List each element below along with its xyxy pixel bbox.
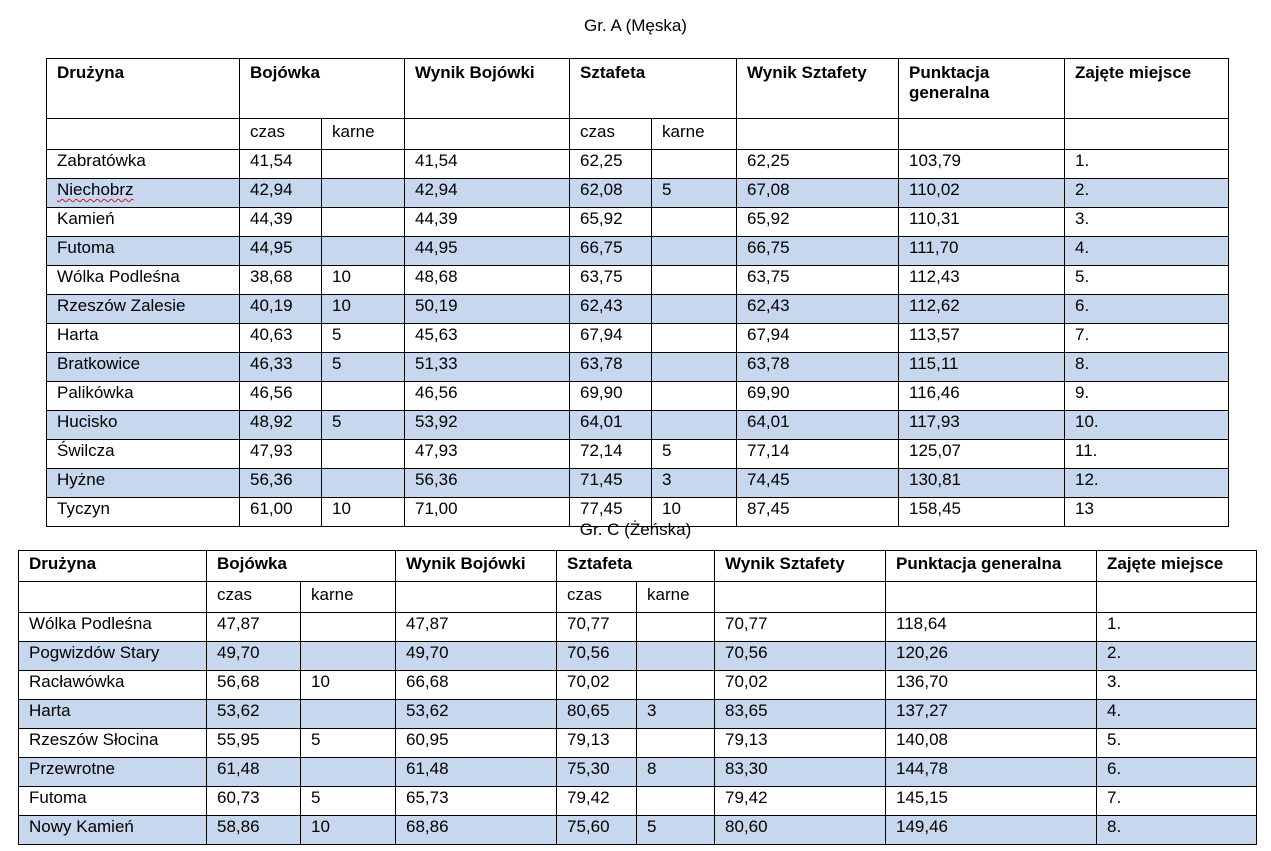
bojowka-time: 49,70 (207, 642, 301, 671)
total-points: 117,93 (899, 411, 1065, 440)
bojowka-time: 48,92 (240, 411, 322, 440)
place: 8. (1065, 353, 1229, 382)
bojowka-time: 42,94 (240, 179, 322, 208)
total-points: 144,78 (886, 758, 1097, 787)
sztafeta-penalty (652, 411, 737, 440)
table-row (19, 787, 1257, 816)
team-name: Harta (47, 324, 240, 353)
sztafeta-penalty (652, 353, 737, 382)
sztafeta-result: 83,65 (715, 700, 886, 729)
bojowka-time: 47,93 (240, 440, 322, 469)
sztafeta-penalty (637, 787, 715, 816)
sztafeta-penalty (652, 295, 737, 324)
bojowka-penalty (322, 440, 405, 469)
total-points: 113,57 (899, 324, 1065, 353)
table-row (47, 469, 1229, 498)
place: 2. (1065, 179, 1229, 208)
bojowka-result: 71,00 (405, 498, 570, 527)
team-name: Rzeszów Zalesie (47, 295, 240, 324)
header-place: Zajęte miejsce (1097, 551, 1257, 582)
bojowka-time: 55,95 (207, 729, 301, 758)
subheader-sztafeta-penalty: karne (652, 119, 737, 150)
bojowka-time: 56,36 (240, 469, 322, 498)
place: 3. (1065, 208, 1229, 237)
bojowka-penalty: 5 (322, 353, 405, 382)
table-row (47, 150, 1229, 179)
bojowka-result: 49,70 (396, 642, 557, 671)
sztafeta-result: 67,94 (737, 324, 899, 353)
sztafeta-result: 77,14 (737, 440, 899, 469)
sztafeta-result: 67,08 (737, 179, 899, 208)
header-bojowka-result: Wynik Bojówki (405, 59, 570, 119)
sztafeta-result: 63,75 (737, 266, 899, 295)
header-row (19, 551, 1257, 582)
bojowka-result: 65,73 (396, 787, 557, 816)
sztafeta-time: 62,43 (570, 295, 652, 324)
total-points: 115,11 (899, 353, 1065, 382)
bojowka-time: 60,73 (207, 787, 301, 816)
team-name: Świlcza (47, 440, 240, 469)
bojowka-penalty: 10 (301, 816, 396, 845)
table-row (47, 295, 1229, 324)
table-row (19, 729, 1257, 758)
sztafeta-time: 62,25 (570, 150, 652, 179)
subheader-sztafeta-penalty: karne (637, 582, 715, 613)
table-row (19, 613, 1257, 642)
header-row (47, 59, 1229, 119)
sztafeta-penalty: 5 (652, 179, 737, 208)
total-points: 149,46 (886, 816, 1097, 845)
place: 6. (1065, 295, 1229, 324)
total-points: 130,81 (899, 469, 1065, 498)
bojowka-result: 47,93 (405, 440, 570, 469)
place: 1. (1097, 613, 1257, 642)
bojowka-time: 58,86 (207, 816, 301, 845)
team-name: Palikówka (47, 382, 240, 411)
sztafeta-result: 79,42 (715, 787, 886, 816)
team-name: Bratkowice (47, 353, 240, 382)
sztafeta-result: 79,13 (715, 729, 886, 758)
total-points: 116,46 (899, 382, 1065, 411)
sztafeta-penalty: 3 (652, 469, 737, 498)
bojowka-time: 47,87 (207, 613, 301, 642)
place: 12. (1065, 469, 1229, 498)
sztafeta-time: 63,78 (570, 353, 652, 382)
sztafeta-result: 65,92 (737, 208, 899, 237)
place: 4. (1097, 700, 1257, 729)
place: 5. (1065, 266, 1229, 295)
table-row (19, 816, 1257, 845)
sztafeta-penalty: 10 (652, 498, 737, 527)
total-points: 125,07 (899, 440, 1065, 469)
sztafeta-penalty (652, 266, 737, 295)
table-row (47, 266, 1229, 295)
bojowka-time: 56,68 (207, 671, 301, 700)
sztafeta-result: 62,25 (737, 150, 899, 179)
bojowka-result: 60,95 (396, 729, 557, 758)
bojowka-time: 41,54 (240, 150, 322, 179)
table-row (19, 671, 1257, 700)
bojowka-result: 46,56 (405, 382, 570, 411)
bojowka-time: 53,62 (207, 700, 301, 729)
place: 4. (1065, 237, 1229, 266)
sztafeta-result: 70,77 (715, 613, 886, 642)
bojowka-result: 68,86 (396, 816, 557, 845)
team-name: Kamień (47, 208, 240, 237)
team-name: Wólka Podleśna (19, 613, 207, 642)
total-points: 118,64 (886, 613, 1097, 642)
table-row (47, 353, 1229, 382)
bojowka-result: 47,87 (396, 613, 557, 642)
group-a-caption: Gr. A (Męska) (584, 16, 687, 35)
subheader-bojowka-penalty: karne (322, 119, 405, 150)
sztafeta-time: 80,65 (557, 700, 637, 729)
total-points: 158,45 (899, 498, 1065, 527)
sztafeta-result: 87,45 (737, 498, 899, 527)
sztafeta-penalty: 8 (637, 758, 715, 787)
team-name: Nowy Kamień (19, 816, 207, 845)
bojowka-time: 40,19 (240, 295, 322, 324)
bojowka-penalty (301, 642, 396, 671)
table-row (47, 411, 1229, 440)
place: 5. (1097, 729, 1257, 758)
sztafeta-penalty (652, 324, 737, 353)
table-row (47, 237, 1229, 266)
team-name: Futoma (19, 787, 207, 816)
bojowka-result: 56,36 (405, 469, 570, 498)
table-row (47, 208, 1229, 237)
bojowka-result: 41,54 (405, 150, 570, 179)
total-points: 110,31 (899, 208, 1065, 237)
total-points: 110,02 (899, 179, 1065, 208)
bojowka-time: 46,33 (240, 353, 322, 382)
sztafeta-time: 66,75 (570, 237, 652, 266)
bojowka-result: 51,33 (405, 353, 570, 382)
subheader-row (47, 119, 1229, 150)
sztafeta-time: 69,90 (570, 382, 652, 411)
sztafeta-result: 64,01 (737, 411, 899, 440)
team-name: Wólka Podleśna (47, 266, 240, 295)
team-name: Zabratówka (47, 150, 240, 179)
group-a-results-table (46, 58, 1229, 527)
place: 2. (1097, 642, 1257, 671)
sztafeta-result: 70,02 (715, 671, 886, 700)
place: 11. (1065, 440, 1229, 469)
bojowka-penalty (322, 179, 405, 208)
sztafeta-time: 70,02 (557, 671, 637, 700)
table-row (19, 642, 1257, 671)
subheader-empty (715, 582, 886, 613)
team-name: Hucisko (47, 411, 240, 440)
sztafeta-result: 66,75 (737, 237, 899, 266)
sztafeta-time: 62,08 (570, 179, 652, 208)
sztafeta-time: 79,42 (557, 787, 637, 816)
subheader-sztafeta-time: czas (557, 582, 637, 613)
team-name: Hyżne (47, 469, 240, 498)
bojowka-penalty (322, 150, 405, 179)
bojowka-penalty (301, 700, 396, 729)
subheader-empty (886, 582, 1097, 613)
bojowka-result: 53,92 (405, 411, 570, 440)
bojowka-penalty (322, 208, 405, 237)
sztafeta-time: 72,14 (570, 440, 652, 469)
bojowka-result: 50,19 (405, 295, 570, 324)
total-points: 112,62 (899, 295, 1065, 324)
sztafeta-result: 70,56 (715, 642, 886, 671)
sztafeta-result: 83,30 (715, 758, 886, 787)
sztafeta-time: 70,77 (557, 613, 637, 642)
total-points: 137,27 (886, 700, 1097, 729)
bojowka-penalty (322, 237, 405, 266)
sztafeta-result: 69,90 (737, 382, 899, 411)
header-total-points: Punktacja generalna (899, 59, 1065, 119)
bojowka-time: 61,48 (207, 758, 301, 787)
sztafeta-penalty (652, 208, 737, 237)
bojowka-result: 66,68 (396, 671, 557, 700)
table-row (47, 324, 1229, 353)
place: 3. (1097, 671, 1257, 700)
group-c-results-table (18, 550, 1257, 845)
sztafeta-time: 79,13 (557, 729, 637, 758)
place: 7. (1065, 324, 1229, 353)
sztafeta-result: 62,43 (737, 295, 899, 324)
place: 10. (1065, 411, 1229, 440)
header-place: Zajęte miejsce (1065, 59, 1229, 119)
subheader-bojowka-penalty: karne (301, 582, 396, 613)
sztafeta-penalty (652, 237, 737, 266)
header-total-points: Punktacja generalna (886, 551, 1097, 582)
subheader-empty (405, 119, 570, 150)
bojowka-penalty: 10 (322, 498, 405, 527)
subheader-empty (19, 582, 207, 613)
team-name: Niechobrz (47, 179, 240, 208)
bojowka-penalty: 10 (322, 266, 405, 295)
bojowka-result: 42,94 (405, 179, 570, 208)
bojowka-result: 44,95 (405, 237, 570, 266)
total-points: 103,79 (899, 150, 1065, 179)
table-row (47, 382, 1229, 411)
bojowka-result: 53,62 (396, 700, 557, 729)
bojowka-penalty: 5 (301, 729, 396, 758)
total-points: 136,70 (886, 671, 1097, 700)
bojowka-time: 46,56 (240, 382, 322, 411)
header-bojowka: Bojówka (207, 551, 396, 582)
header-sztafeta-result: Wynik Sztafety (715, 551, 886, 582)
table-row (47, 179, 1229, 208)
table-row (19, 700, 1257, 729)
subheader-empty (899, 119, 1065, 150)
subheader-empty (396, 582, 557, 613)
sztafeta-penalty (652, 150, 737, 179)
bojowka-time: 44,39 (240, 208, 322, 237)
subheader-row (19, 582, 1257, 613)
subheader-empty (47, 119, 240, 150)
team-name: Futoma (47, 237, 240, 266)
place: 13 (1065, 498, 1229, 527)
sztafeta-time: 67,94 (570, 324, 652, 353)
sztafeta-time: 75,30 (557, 758, 637, 787)
sztafeta-time: 77,45 (570, 498, 652, 527)
place: 8. (1097, 816, 1257, 845)
header-bojowka-result: Wynik Bojówki (396, 551, 557, 582)
sztafeta-penalty: 5 (652, 440, 737, 469)
sztafeta-penalty (637, 613, 715, 642)
subheader-bojowka-time: czas (240, 119, 322, 150)
bojowka-time: 44,95 (240, 237, 322, 266)
sztafeta-result: 74,45 (737, 469, 899, 498)
bojowka-penalty (301, 758, 396, 787)
sztafeta-result: 80,60 (715, 816, 886, 845)
subheader-empty (1097, 582, 1257, 613)
place: 1. (1065, 150, 1229, 179)
team-name: Przewrotne (19, 758, 207, 787)
bojowka-penalty: 10 (322, 295, 405, 324)
bojowka-result: 48,68 (405, 266, 570, 295)
subheader-bojowka-time: czas (207, 582, 301, 613)
bojowka-result: 45,63 (405, 324, 570, 353)
team-name: Racławówka (19, 671, 207, 700)
bojowka-penalty: 5 (322, 324, 405, 353)
team-name: Harta (19, 700, 207, 729)
team-name: Tyczyn (47, 498, 240, 527)
table-row (47, 440, 1229, 469)
bojowka-penalty: 5 (322, 411, 405, 440)
place: 6. (1097, 758, 1257, 787)
subheader-sztafeta-time: czas (570, 119, 652, 150)
header-bojowka: Bojówka (240, 59, 405, 119)
bojowka-penalty (322, 382, 405, 411)
sztafeta-penalty (637, 642, 715, 671)
total-points: 120,26 (886, 642, 1097, 671)
group-c-caption: Gr. C (Żeńska) (579, 520, 692, 539)
header-team: Drużyna (47, 59, 240, 119)
sztafeta-time: 65,92 (570, 208, 652, 237)
sztafeta-penalty (652, 382, 737, 411)
header-sztafeta: Sztafeta (557, 551, 715, 582)
bojowka-result: 44,39 (405, 208, 570, 237)
subheader-empty (737, 119, 899, 150)
subheader-empty (1065, 119, 1229, 150)
bojowka-time: 38,68 (240, 266, 322, 295)
total-points: 111,70 (899, 237, 1065, 266)
sztafeta-time: 71,45 (570, 469, 652, 498)
place: 7. (1097, 787, 1257, 816)
sztafeta-penalty (637, 671, 715, 700)
sztafeta-penalty: 3 (637, 700, 715, 729)
bojowka-time: 40,63 (240, 324, 322, 353)
sztafeta-time: 75,60 (557, 816, 637, 845)
bojowka-penalty (322, 469, 405, 498)
bojowka-penalty: 5 (301, 787, 396, 816)
sztafeta-penalty: 5 (637, 816, 715, 845)
sztafeta-penalty (637, 729, 715, 758)
total-points: 145,15 (886, 787, 1097, 816)
bojowka-penalty (301, 613, 396, 642)
bojowka-result: 61,48 (396, 758, 557, 787)
sztafeta-time: 63,75 (570, 266, 652, 295)
header-sztafeta-result: Wynik Sztafety (737, 59, 899, 119)
sztafeta-time: 64,01 (570, 411, 652, 440)
team-name: Pogwizdów Stary (19, 642, 207, 671)
total-points: 140,08 (886, 729, 1097, 758)
bojowka-time: 61,00 (240, 498, 322, 527)
place: 9. (1065, 382, 1229, 411)
bojowka-penalty: 10 (301, 671, 396, 700)
table-row (19, 758, 1257, 787)
sztafeta-result: 63,78 (737, 353, 899, 382)
header-sztafeta: Sztafeta (570, 59, 737, 119)
header-team: Drużyna (19, 551, 207, 582)
sztafeta-time: 70,56 (557, 642, 637, 671)
total-points: 112,43 (899, 266, 1065, 295)
team-name: Rzeszów Słocina (19, 729, 207, 758)
